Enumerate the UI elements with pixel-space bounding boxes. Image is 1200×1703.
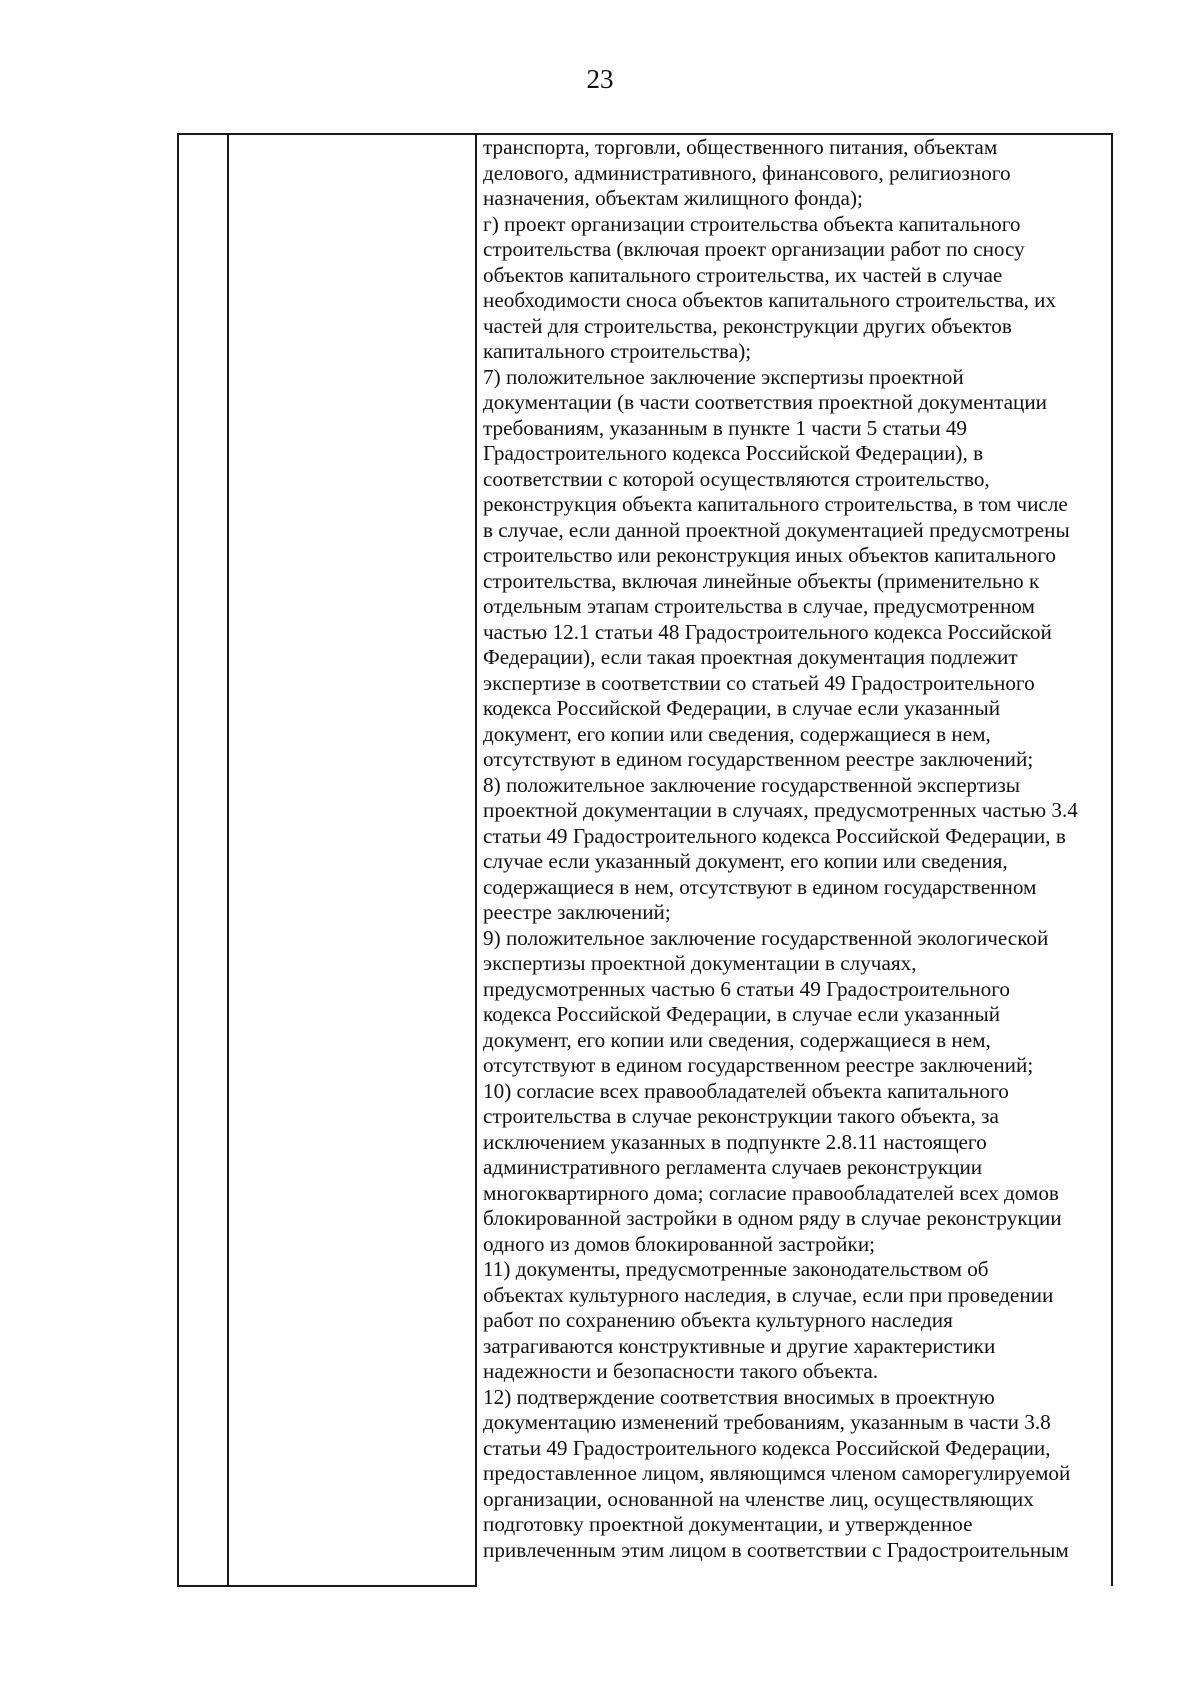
text-line: требованиям, указанным в пункте 1 части 5 статьи 49 — [483, 415, 968, 440]
text-line: г) проект организации строительства объекта капитального — [483, 211, 1021, 236]
document-table — [177, 133, 1113, 1586]
text-line: документацию изменений требованиям, указанным в части 3.8 — [483, 1410, 1051, 1434]
text-line: работ по сохранению объекта культурного наследия — [483, 1308, 953, 1332]
text-line: статьи 49 Градостроительного кодекса Российской Федерации, в — [483, 823, 1066, 848]
column-divider-1 — [227, 135, 229, 1586]
text-line: предусмотренных частью 6 статьи 49 Градостроительного — [483, 976, 1010, 1001]
text-line: 12) подтверждение соответствия вносимых в проектную — [483, 1384, 995, 1409]
text-line: строительства (включая проект организации работ по сносу — [483, 237, 1025, 261]
text-line: проектной документации в случаях, предусмотренных частью 3.4 — [483, 798, 1078, 822]
text-line: привлеченным этим лицом в соответствии с Градостроительным — [483, 1537, 1069, 1562]
text-line: частей для строительства, реконструкции других объектов — [483, 313, 1012, 338]
text-line: 11) документы, предусмотренные законодательством об — [483, 1257, 989, 1281]
text-line: частью 12.1 статьи 48 Градостроительного кодекса Российской — [483, 619, 1052, 644]
text-line: многоквартирного дома; согласие правообладателей всех домов — [483, 1180, 1059, 1205]
text-line: 8) положительное заключение государственной экспертизы — [483, 772, 1020, 797]
text-line: случае если указанный документ, его копии или сведения, — [483, 849, 1008, 873]
text-line: затрагиваются конструктивные и другие характеристики — [483, 1333, 996, 1358]
text-line: кодекса Российской Федерации, в случае если указанный — [483, 696, 1001, 720]
text-line: необходимости сноса объектов капитального строительства, их — [483, 288, 1057, 312]
text-line: Федерации), если такая проектная документация подлежит — [483, 645, 1018, 669]
text-line: документ, его копии или сведения, содержащиеся в нем, — [483, 721, 991, 746]
column-divider-2 — [475, 135, 477, 1586]
text-line: отсутствуют в едином государственном реестре заключений; — [483, 747, 1034, 771]
table-cell-text — [483, 135, 1103, 1563]
text-line: отдельным этапам строительства в случае, предусмотренном — [483, 594, 1035, 618]
text-line: статьи 49 Градостроительного кодекса Российской Федерации, — [483, 1435, 1051, 1460]
text-line: блокированной застройки в одном ряду в случае реконструкции — [483, 1206, 1062, 1230]
text-line: документации (в части соответствия проектной документации — [483, 390, 1048, 414]
text-line: исключением указанных в подпункте 2.8.11 настоящего — [483, 1129, 987, 1154]
text-line: в случае, если данной проектной документацией предусмотрены — [483, 517, 1070, 542]
text-line: Градостроительного кодекса Российской Федерации), в — [483, 441, 984, 465]
text-line: транспорта, торговли, общественного питания, объектам — [483, 135, 998, 159]
text-line: экспертизе в соответствии со статьей 49 Градостроительного — [483, 670, 1035, 695]
text-line: предоставленное лицом, являющимся членом саморегулируемой — [483, 1461, 1071, 1485]
text-line: надежности и безопасности такого объекта. — [483, 1359, 879, 1383]
text-line: делового, административного, финансового, религиозного — [483, 160, 1011, 185]
text-line: строительство или реконструкция иных объектов капитального — [483, 543, 1057, 567]
text-line: отсутствуют в едином государственном реестре заключений; — [483, 1053, 1034, 1077]
text-line: объектах культурного наследия, в случае, если при проведении — [483, 1282, 1054, 1307]
text-line: документ, его копии или сведения, содержащиеся в нем, — [483, 1027, 991, 1052]
text-line: 9) положительное заключение государственной экологической — [483, 925, 1049, 950]
text-line: 10) согласие всех правообладателей объекта капитального — [483, 1078, 1009, 1103]
text-line: 7) положительное заключение экспертизы проектной — [483, 364, 964, 389]
text-line: экспертизы проектной документации в случаях, — [483, 951, 917, 975]
page-number: 23 — [586, 64, 614, 94]
text-line: строительства в случае реконструкции такого объекта, за — [483, 1104, 999, 1128]
text-line: одного из домов блокированной застройки; — [483, 1231, 876, 1256]
text-line: капитального строительства); — [483, 339, 752, 363]
text-line: назначения, объектам жилищного фонда); — [483, 186, 863, 210]
table-bottom-border — [177, 1585, 477, 1587]
text-line: реестре заключений; — [483, 900, 671, 924]
text-line: содержащиеся в нем, отсутствуют в едином государственном — [483, 874, 1037, 899]
text-line: организации, основанной на членстве лиц, осуществляющих — [483, 1486, 1034, 1511]
text-line: административного регламента случаев реконструкции — [483, 1155, 983, 1179]
text-line: соответствии с которой осуществляются строительство, — [483, 466, 990, 491]
text-line: кодекса Российской Федерации, в случае если указанный — [483, 1002, 1001, 1026]
text-line: подготовку проектной документации, и утвержденное — [483, 1512, 973, 1536]
text-line: объектов капитального строительства, их частей в случае — [483, 262, 1003, 287]
text-line: строительства, включая линейные объекты (применительно к — [483, 568, 1040, 593]
text-line: реконструкция объекта капитального строительства, в том числе — [483, 492, 1068, 516]
